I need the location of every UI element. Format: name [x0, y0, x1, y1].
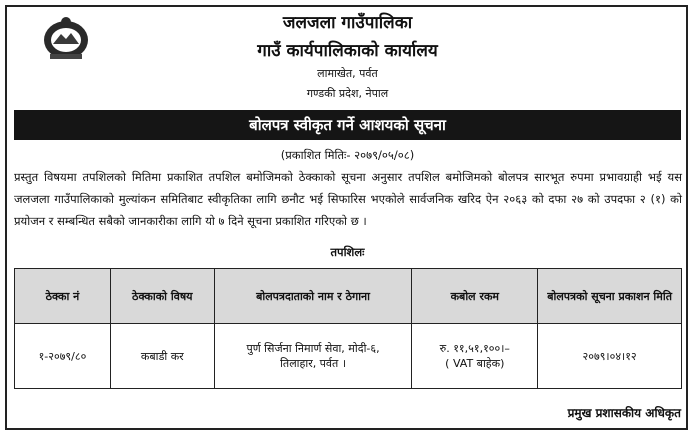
table-row	[15, 324, 682, 389]
signature-title: प्रमुख प्रशासकीय अधिकृत	[567, 406, 681, 420]
notice-title-banner: बोलपत्र स्वीकृत गर्ने आशयको सूचना	[14, 110, 681, 140]
province-country: गण्डकी प्रदेश, नेपाल	[306, 87, 389, 100]
bid-amount: रु. ११,५१,१००।–	[439, 342, 510, 355]
cell-amount	[412, 324, 538, 389]
municipality-name: जलजला गाउँपालिका	[282, 13, 413, 33]
header-amount: कबोल रकम	[412, 269, 538, 324]
notice-body-text: प्रस्तुत विषयमा तपशिलको मितिमा प्रकाशित तपशिल बमोजिमको ठेक्काको सूचना अनुसार तपशिल बमोजिमको बोलपत्र सारभूत रुपमा प्रभावग्राही भई यस जलजला गाउँपालिकाको मुल्यांकन समितिबाट स्वीकृतिका लागि छनौट भई सिफारिस भएकोले सार्वजनिक खरिद ऐन २०६३ को दफा २७ को उपदफा २ (१) को प्रयोजन र सम्बन्धित सबैको जानकारीका लागि यो ७ दिने सूचना प्रकाशित गरिएको छ ।	[14, 170, 682, 228]
cell-contract-no: १-२०७९/८०	[15, 324, 111, 389]
bidder-address: तिलाहार, पर्वत ।	[280, 357, 346, 370]
header-contract-no: ठेक्का नं	[15, 269, 111, 324]
bidder-name: पुर्ण सिर्जना निमार्ण सेवा, मोदी-६,	[246, 342, 380, 355]
cell-notice-date: २०७९।०४।१२	[538, 324, 682, 389]
header-bidder: बोलपत्रदाताको नाम र ठेगाना	[214, 269, 412, 324]
cell-subject: कबाडी कर	[110, 324, 214, 389]
vat-note: ( VAT बाहेक)	[445, 357, 505, 370]
cell-bidder	[214, 324, 412, 389]
publish-date: (प्रकाशित मितिः- २०७९/०५/०८)	[280, 148, 415, 162]
header-notice-date: बोलपत्रको सूचना प्रकाशन मिति	[538, 269, 682, 324]
details-subheading: तपशिलः	[330, 245, 365, 259]
office-name: गाउँ कार्यपालिकाको कार्यालय	[257, 41, 438, 61]
table-header-row	[15, 269, 682, 324]
bid-details-table	[14, 268, 682, 389]
office-location: लामाखेत, पर्वत	[317, 67, 378, 80]
header-subject: ठेक्काको विषय	[110, 269, 214, 324]
